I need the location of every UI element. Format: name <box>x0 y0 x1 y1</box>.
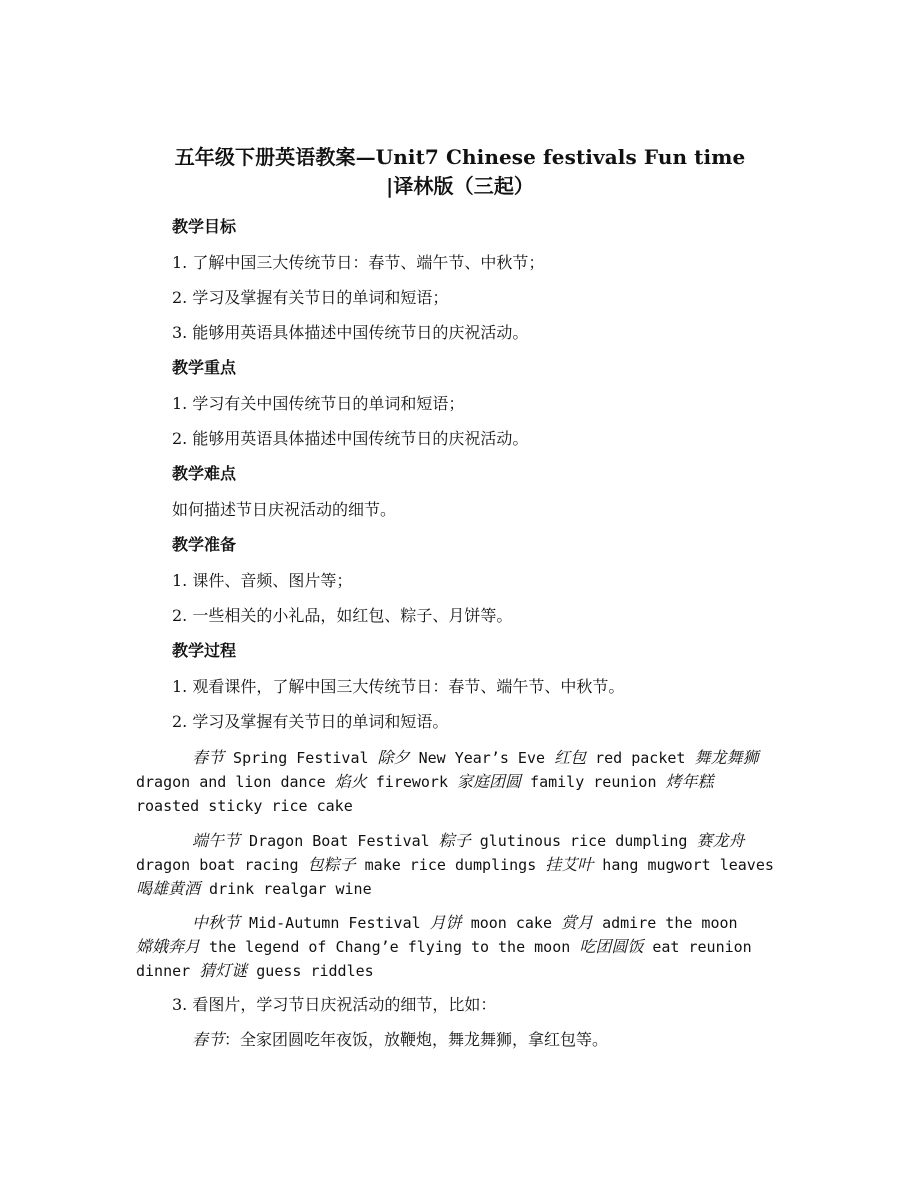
midautumn-vocab-paragraph <box>136 911 786 983</box>
spring-vocab-paragraph <box>136 746 786 818</box>
objective-item-2: 2. 学习及掌握有关节日的单词和短语； <box>172 288 449 307</box>
document-title <box>110 143 810 201</box>
spring-vocab-line-1: 春节 Spring Festival 除夕 New Year’s Eve 红包 red packet 舞龙舞狮 <box>192 748 759 767</box>
key-point-item-1: 1. 学习有关中国传统节日的单词和短语； <box>172 394 465 413</box>
title-line-1: 五年级下册英语教案—Unit7 Chinese festivals Fun time <box>174 145 746 169</box>
spring-vocab-line-2: dragon and lion dance 焰火 firework 家庭团圆 family reunion 烤年糕 <box>136 772 714 791</box>
heading-preparation: 教学准备 <box>172 535 237 554</box>
spring-detail-label: 春节 <box>192 1030 225 1049</box>
spring-vocab-line-3: roasted sticky rice cake <box>136 797 353 815</box>
title-line-2: |译林版（三起） <box>385 174 535 198</box>
spring-detail-text: ：全家团圆吃年夜饭，放鞭炮，舞龙舞狮，拿红包等。 <box>224 1030 609 1049</box>
midautumn-vocab-line-3: dinner 猜灯谜 guess riddles <box>136 961 374 980</box>
process-item-3: 3. 看图片，学习节日庆祝活动的细节，比如： <box>172 995 497 1014</box>
difficulty-item-1: 如何描述节日庆祝活动的细节。 <box>172 500 397 519</box>
process-item-2: 2. 学习及掌握有关节日的单词和短语。 <box>172 712 449 731</box>
objective-item-1: 1. 了解中国三大传统节日：春节、端午节、中秋节； <box>172 253 545 272</box>
dragon-vocab-line-3: 喝雄黄酒 drink realgar wine <box>136 879 372 898</box>
heading-difficulties: 教学难点 <box>172 464 237 483</box>
dragon-vocab-line-2: dragon boat racing 包粽子 make rice dumplings 挂艾叶 hang mugwort leaves <box>136 855 774 874</box>
spring-detail-line <box>192 1029 608 1051</box>
midautumn-vocab-line-1: 中秋节 Mid-Autumn Festival 月饼 moon cake 赏月 admire the moon <box>192 913 738 932</box>
dragon-vocab-line-1: 端午节 Dragon Boat Festival 粽子 glutinous rice dumpling 赛龙舟 <box>192 831 745 850</box>
heading-key-points: 教学重点 <box>172 358 237 377</box>
heading-objectives: 教学目标 <box>172 217 237 236</box>
key-point-item-2: 2. 能够用英语具体描述中国传统节日的庆祝活动。 <box>172 429 529 448</box>
preparation-item-2: 2. 一些相关的小礼品，如红包、粽子、月饼等。 <box>172 606 513 625</box>
dragon-vocab-paragraph <box>136 829 786 901</box>
midautumn-vocab-line-2: 嫦娥奔月 the legend of Chang’e flying to the moon 吃团圆饭 eat reunion <box>136 937 752 956</box>
process-item-1: 1. 观看课件，了解中国三大传统节日：春节、端午节、中秋节。 <box>172 677 625 696</box>
preparation-item-1: 1. 课件、音频、图片等； <box>172 571 353 590</box>
heading-process: 教学过程 <box>172 641 237 660</box>
objective-item-3: 3. 能够用英语具体描述中国传统节日的庆祝活动。 <box>172 323 529 342</box>
